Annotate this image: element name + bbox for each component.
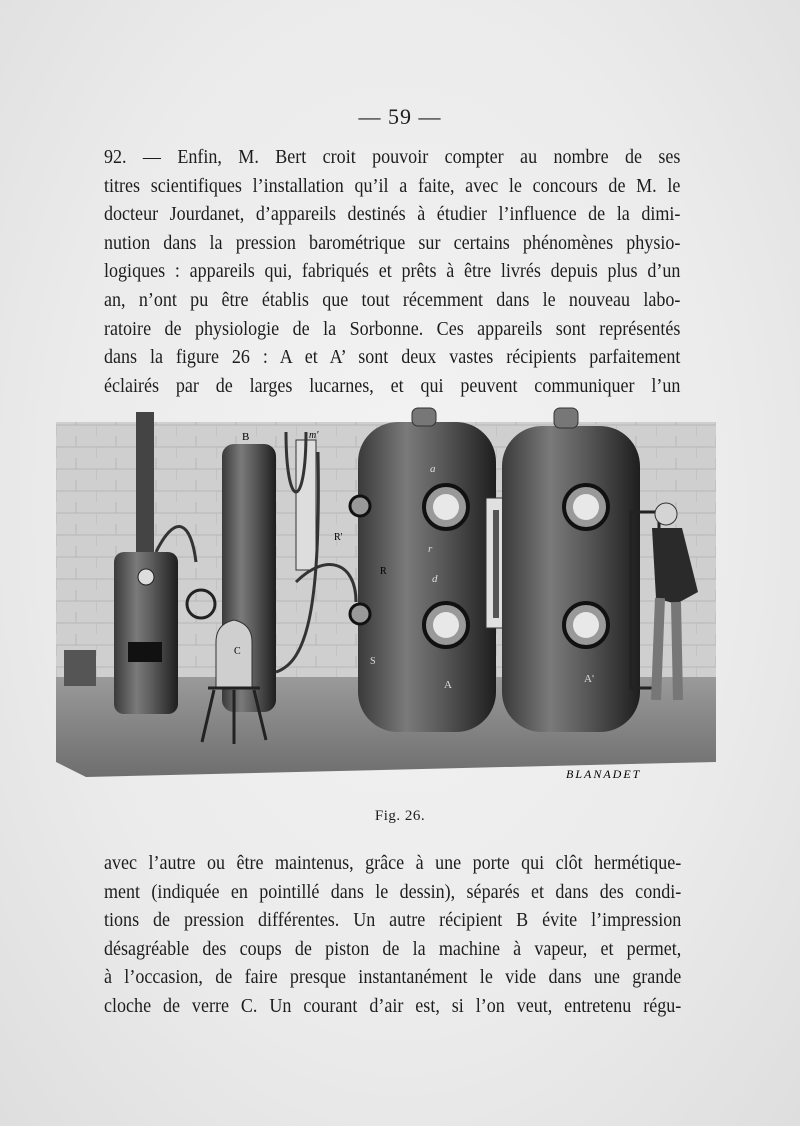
label-s: S: [370, 656, 376, 667]
engraver-signature: BLANADET: [566, 767, 642, 781]
text-line: désagréable des coups de piston de la machine à vapeur, et permet,: [104, 937, 682, 960]
vessel-a-prime: [502, 426, 640, 732]
text-line: dans la figure 26 : A et A’ sont deux vastes récipients parfaitement: [104, 346, 681, 369]
label-r-lower: r: [428, 543, 433, 555]
chimney: [136, 412, 154, 562]
text-line: à l’occasion, de faire presque instantanément le vide dans une grande: [104, 966, 682, 989]
label-a-lower: a: [430, 463, 436, 475]
label-b: B: [242, 431, 250, 443]
text-line: logiques : appareils qui, fabriqués et prêts à être livrés depuis plus d’un: [104, 260, 681, 283]
bucket: [64, 650, 96, 686]
engraving-figure: [56, 392, 716, 792]
label-r-prime: R': [334, 532, 343, 543]
text-line: titres scientifiques l’installation qu’il a faite, avec le concours de M. le: [104, 174, 681, 197]
text-line: tions de pression différentes. Un autre récipient B évite l’impression: [104, 909, 682, 932]
label-c: C: [234, 646, 241, 657]
laboratory-apparatus-illustration: [56, 392, 716, 792]
text-line: docteur Jourdanet, d’appareils destinés à étudier l’influence de la dimi-: [104, 203, 681, 226]
figure-caption: Fig. 26.: [374, 808, 426, 824]
paragraph-1: [104, 143, 680, 400]
text-line: 92. — Enfin, M. Bert croit pouvoir compter au nombre de ses: [104, 146, 681, 168]
text-line: avec l’autre ou être maintenus, grâce à une porte qui clôt hermétique-: [104, 852, 682, 874]
text-line: éclairés par de larges lucarnes, et qui peuvent communiquer l’un: [104, 374, 681, 397]
label-d: d: [432, 573, 438, 585]
text-line: an, n’ont pu être établis que tout récemment dans le nouveau labo-: [104, 288, 681, 311]
label-a-prime: A': [584, 673, 594, 685]
label-r: R: [380, 566, 387, 577]
label-a: A: [444, 679, 452, 691]
vessel-a: [358, 422, 496, 732]
text-line: nution dans la pression barométrique sur certains phénomènes physio-: [104, 231, 681, 254]
paragraph-2: [104, 849, 681, 1021]
label-m-prime: m': [309, 430, 319, 441]
page-number: — 59 —: [358, 104, 442, 129]
text-line: ment (indiquée en pointillé dans le dessin), séparés et dans des condi-: [104, 880, 682, 903]
text-line: ratoire de physiologie de la Sorbonne. Ces appareils sont représentés: [104, 317, 681, 340]
text-line: cloche de verre C. Un courant d’air est, si l’on veut, entretenu régu-: [104, 994, 682, 1017]
